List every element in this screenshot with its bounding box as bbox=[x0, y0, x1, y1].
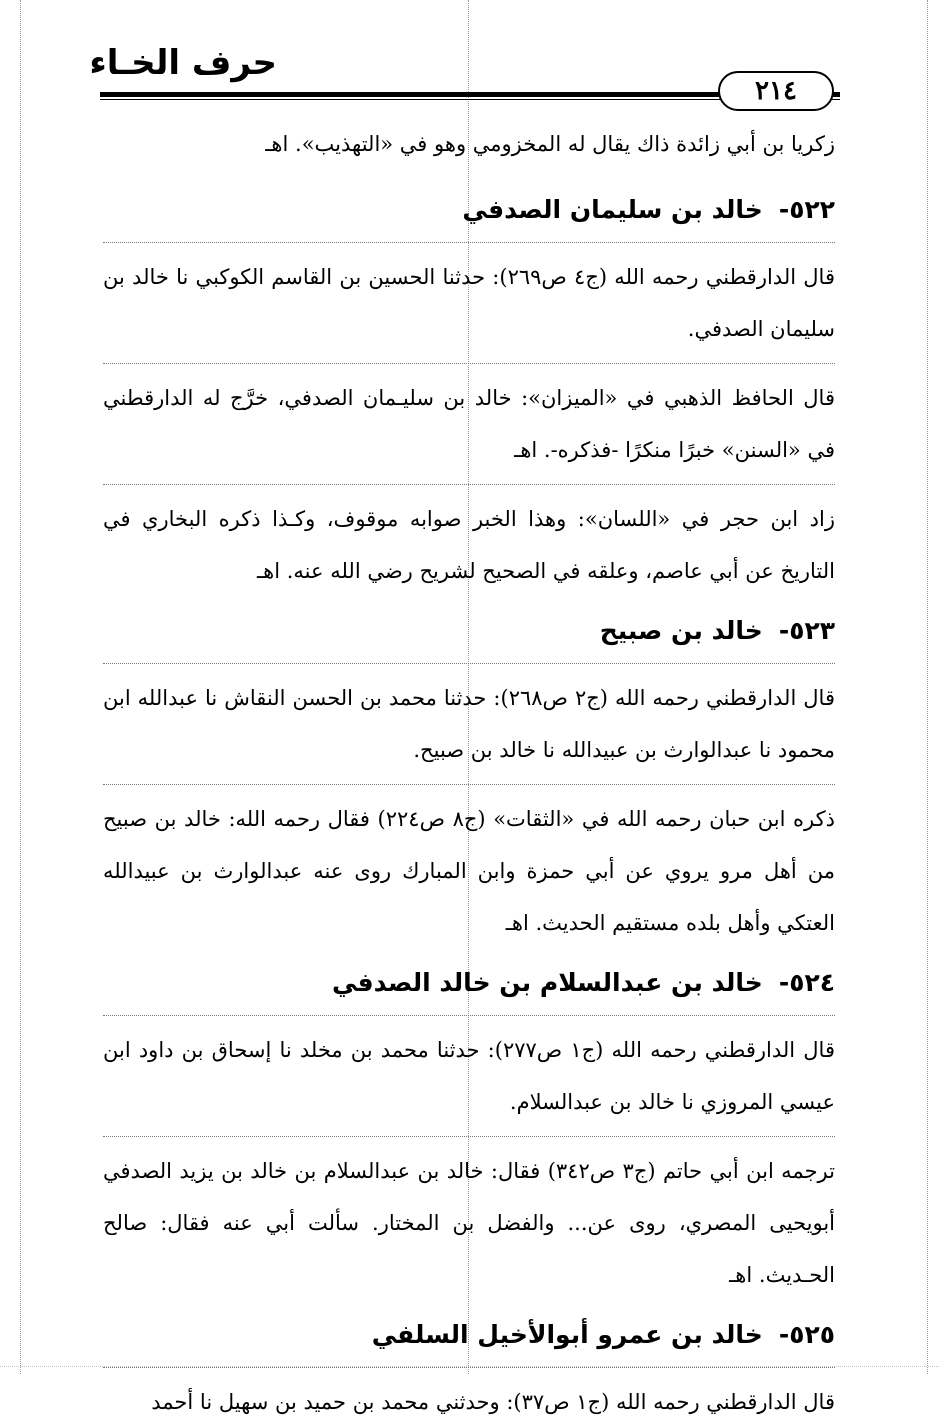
dotted-rule bbox=[103, 363, 835, 364]
entry-paragraph: ترجمه ابن أبي حاتم (ج٣ ص٣٤٢) فقال: خالد بن عبدالسلام بن خالد بن يزيد الصدفي أبويحيى المصري، روى عن... والفضل بن المختار. سألت أبي عنه فقال: صالح الحـديث. اهـ bbox=[103, 1159, 835, 1287]
entry-paragraph: زاد ابن حجر في «اللسان»: وهذا الخبر صوابه موقوف، وكـذا ذكره البخاري في التاريخ عن أبي عاصم، وعلقه في الصحيح لشريح رضي الله عنه. اهـ bbox=[103, 507, 835, 583]
dotted-rule bbox=[103, 784, 835, 785]
continuation-text: زكريا بن أبي زائدة ذاك يقال له المخزومي وهو في «التهذيب». اهـ bbox=[265, 132, 835, 156]
dotted-rule bbox=[103, 1367, 835, 1368]
dotted-rule bbox=[103, 1136, 835, 1137]
entry-paragraph: قال الدارقطني رحمه الله (ج٤ ص٢٦٩): حدثنا الحسين بن القاسم الكوكبي نا خالد بن سليمان الصدفي. bbox=[103, 265, 835, 341]
entry-heading bbox=[103, 1317, 835, 1353]
running-title: حرف الخـاء bbox=[89, 43, 277, 83]
entry-number: ٥٢٤- bbox=[778, 968, 835, 997]
entry-name: خالد بن عمرو أبوالأخيل السلفي bbox=[371, 1320, 763, 1349]
entry-heading bbox=[103, 965, 835, 1001]
dotted-rule bbox=[103, 484, 835, 485]
scan-guide-line bbox=[20, 0, 21, 1374]
dotted-rule bbox=[103, 242, 835, 243]
entry-paragraph: قال الدارقطني رحمه الله (ج١ ص٢٧٧): حدثنا محمد بن مخلد نا إسحاق بن داود ابن عيسي المروزي نا خالد بن عبدالسلام. bbox=[103, 1038, 835, 1114]
entry-number: ٥٢٣- bbox=[778, 616, 835, 645]
entry-paragraph: قال الدارقطني رحمه الله (ج٢ ص٢٦٨): حدثنا محمد بن الحسن النقاش نا عبدالله ابن محمود نا عبدالوارث بن عبيدالله نا خالد بن صبيح. bbox=[103, 686, 835, 762]
entry-heading bbox=[103, 613, 835, 649]
entry-name: خالد بن صبيح bbox=[599, 616, 763, 645]
page-body bbox=[103, 118, 835, 1428]
entry-paragraph: قال الدارقطني رحمه الله (ج١ ص٣٧): وحدثني محمد بن حميد بن سهيل نا أحمد bbox=[151, 1390, 835, 1414]
entry-number: ٥٢٢- bbox=[778, 195, 835, 224]
entry-paragraph: ذكره ابن حبان رحمه الله في «الثقات» (ج٨ ص٢٢٤) فقال رحمه الله: خالد بن صبيح من أهل مرو يروي عن أبي حمزة وابن المبارك روى عنه عبدالوارث بن عبيدالله العتكي وأهل بلده مستقيم الحديث. اهـ bbox=[103, 807, 835, 935]
dotted-rule bbox=[103, 1015, 835, 1016]
entry-name: خالد بن سليمان الصدفي bbox=[462, 195, 763, 224]
dotted-rule bbox=[103, 663, 835, 664]
scan-guide-line bbox=[927, 0, 928, 1374]
entry-name: خالد بن عبدالسلام بن خالد الصدفي bbox=[331, 968, 763, 997]
entry-number: ٥٢٥- bbox=[778, 1320, 835, 1349]
page-number: ٢١٤ bbox=[718, 71, 834, 111]
entry-heading bbox=[103, 192, 835, 228]
entry-paragraph: قال الحافظ الذهبي في «الميزان»: خالد بن سليـمان الصدفي، خرَّج له الدارقطني في «السنن» خبرًا منكرًا -فذكره-. اهـ bbox=[103, 386, 835, 462]
